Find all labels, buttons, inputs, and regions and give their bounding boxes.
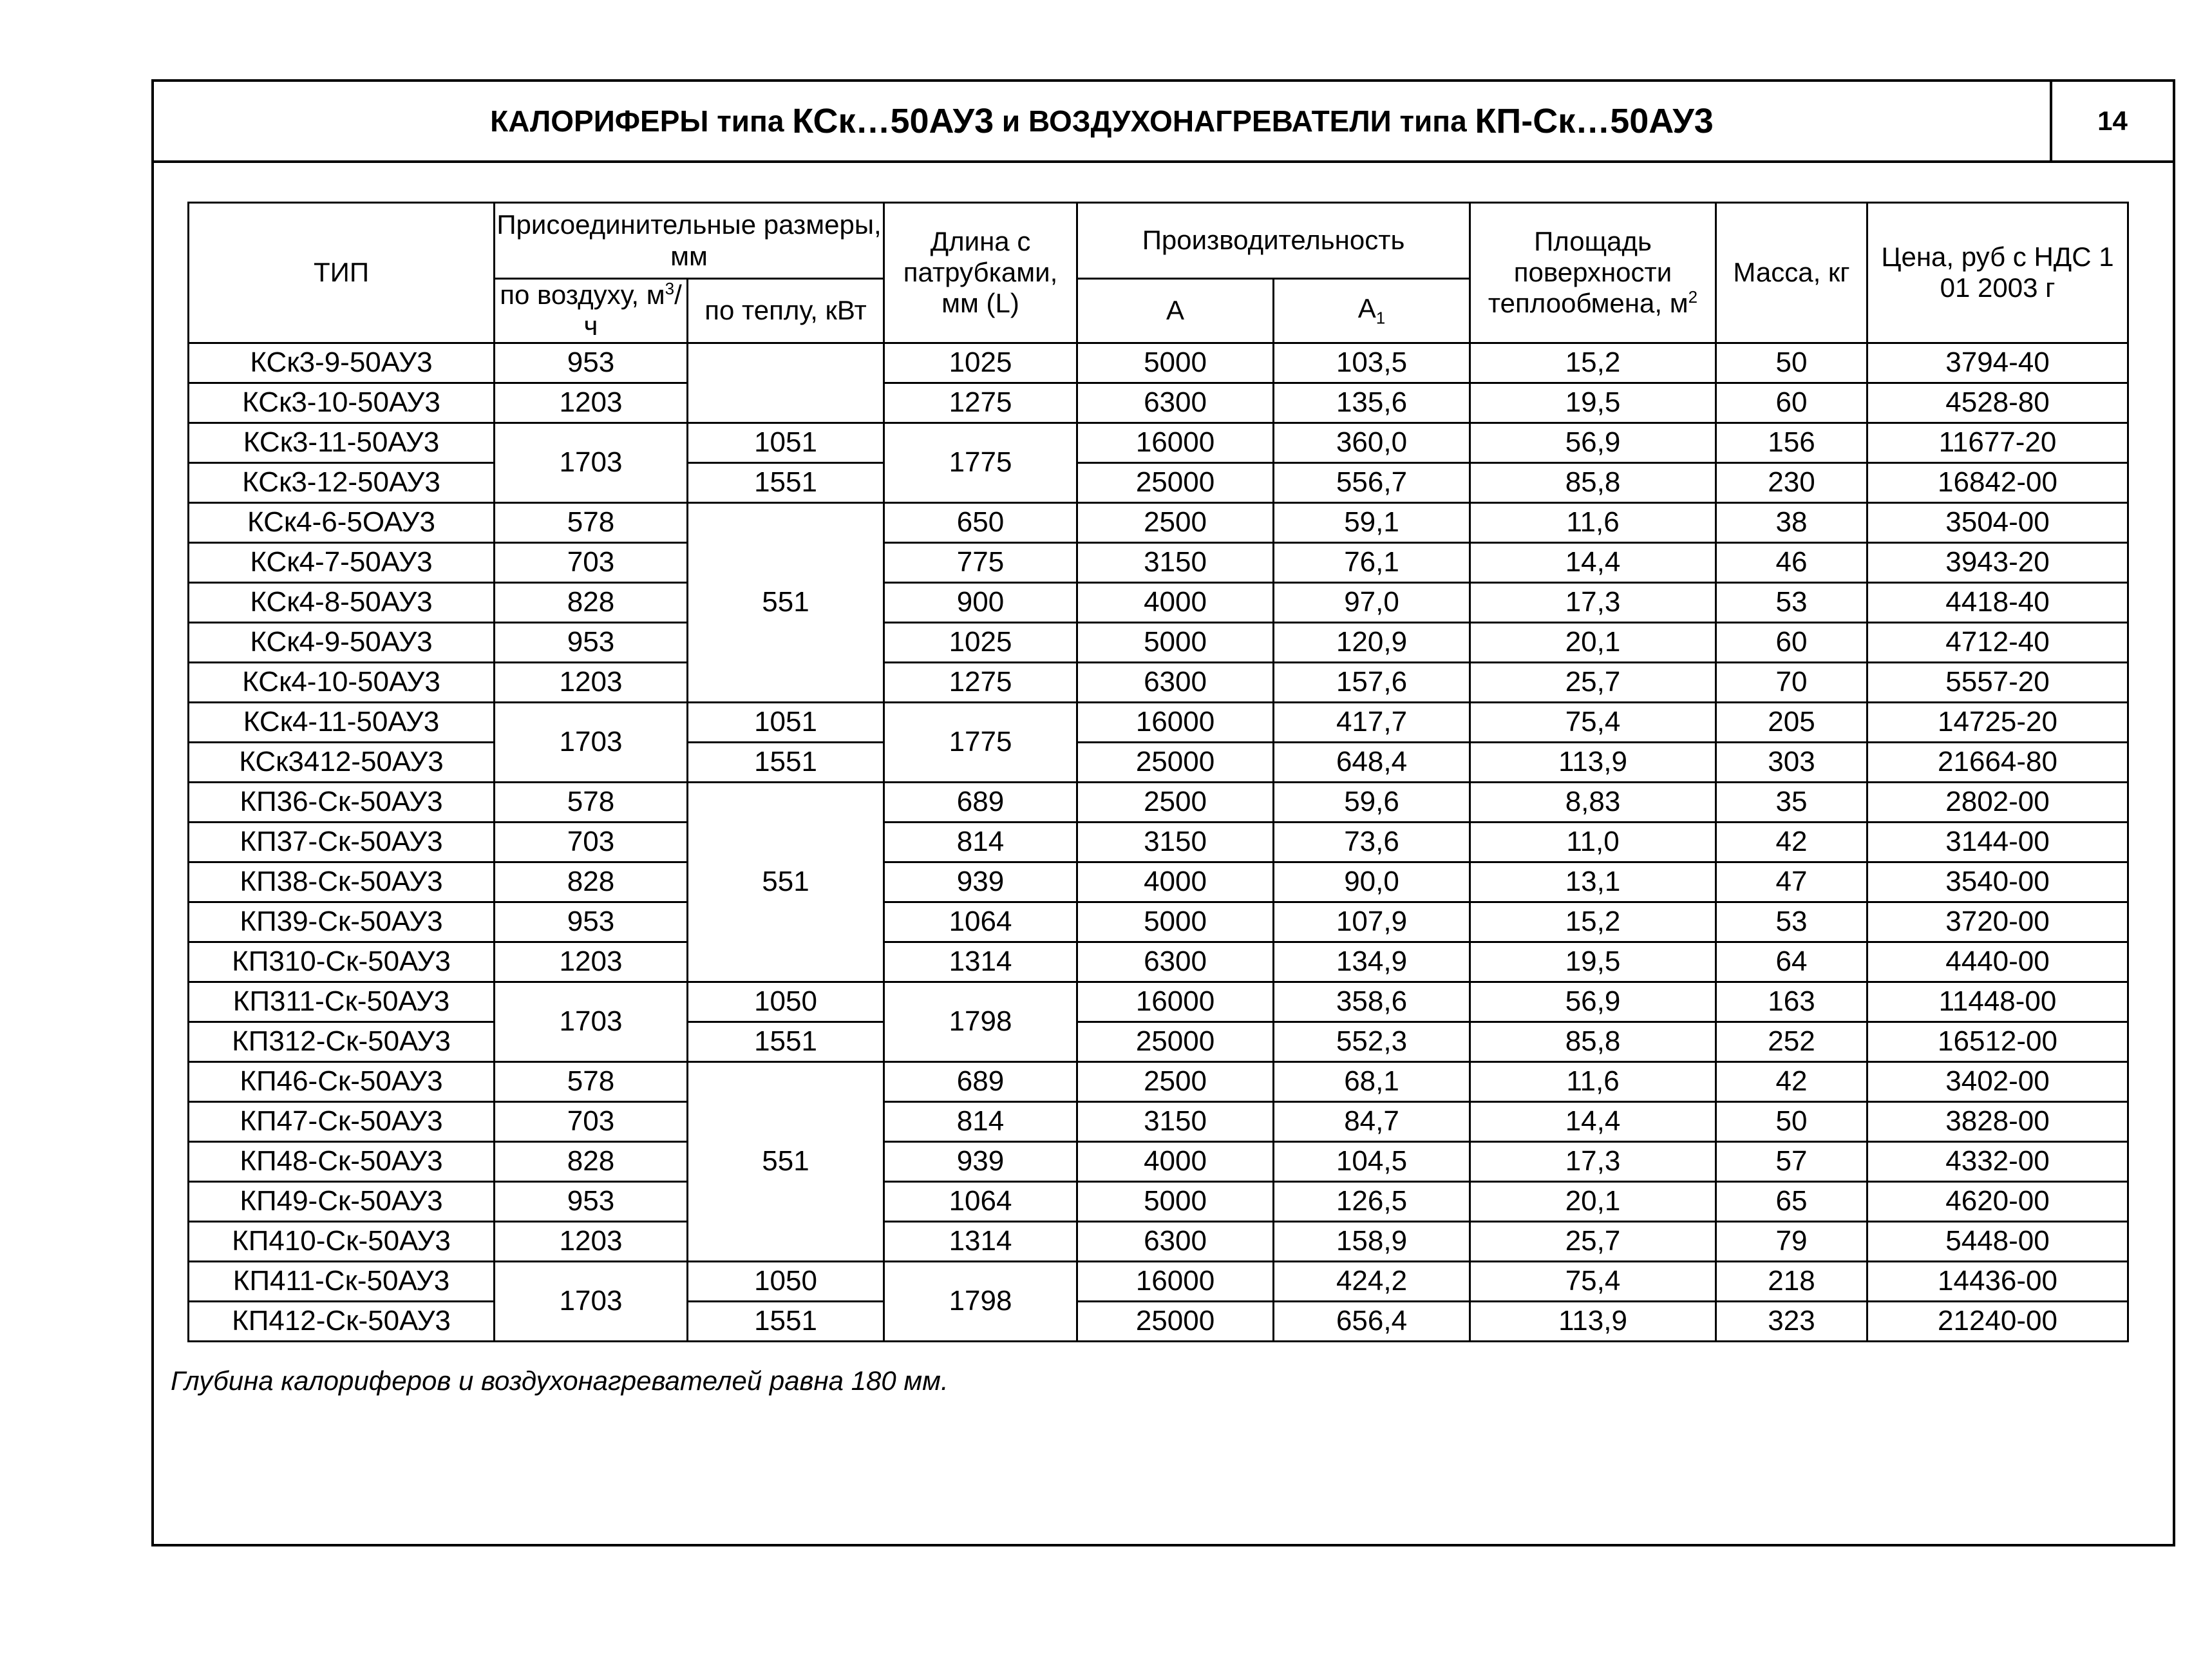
cell-heat: 103,5: [1274, 343, 1470, 383]
cell-type: КСк4-9-50АУ3: [189, 622, 495, 662]
cell-type: КСк3-9-50АУ3: [189, 343, 495, 383]
cell-mass: 57: [1716, 1141, 1867, 1181]
cell-a1: 551: [688, 782, 884, 982]
cell-a: 578: [495, 1061, 688, 1101]
col-a1-header: [1274, 279, 1470, 343]
table-row: [189, 343, 2128, 383]
cell-a: 953: [495, 902, 688, 942]
cell-a: 828: [495, 1141, 688, 1181]
cell-a: 1203: [495, 383, 688, 423]
cell-mass: 50: [1716, 343, 1867, 383]
cell-heat: 107,9: [1274, 902, 1470, 942]
cell-price: 4712-40: [1867, 622, 2128, 662]
cell-area: 85,8: [1470, 1022, 1716, 1061]
cell-type: КСк3-10-50АУ3: [189, 383, 495, 423]
cell-area: 17,3: [1470, 1141, 1716, 1181]
title-part-4: КП-Ск…50АУ3: [1475, 102, 1714, 140]
table-row: [189, 1221, 2128, 1261]
col-type-header: ТИП: [189, 203, 495, 343]
cell-type: КП48-Ск-50АУ3: [189, 1141, 495, 1181]
cell-air: 2500: [1077, 1061, 1274, 1101]
footnote: Глубина калориферов и воздухонагревателей равна 180 мм.: [171, 1365, 949, 1396]
cell-heat: 76,1: [1274, 542, 1470, 582]
cell-a1: 1051: [688, 423, 884, 462]
cell-mass: 230: [1716, 462, 1867, 502]
area-header-sup: 2: [1688, 287, 1698, 307]
cell-heat: 59,6: [1274, 782, 1470, 822]
cell-air: 3150: [1077, 822, 1274, 862]
cell-mass: 53: [1716, 582, 1867, 622]
cell-length: 1314: [884, 1221, 1077, 1261]
title-part-2: КСк…50АУ3: [792, 102, 994, 140]
cell-price: 3402-00: [1867, 1061, 2128, 1101]
cell-heat: 656,4: [1274, 1301, 1470, 1341]
title-part-3: и ВОЗДУХОНАГРЕВАТЕЛИ типа: [994, 104, 1475, 138]
cell-heat: 417,7: [1274, 702, 1470, 742]
cell-price: 16842-00: [1867, 462, 2128, 502]
table-row: [189, 702, 2128, 742]
cell-a: 1203: [495, 1221, 688, 1261]
cell-length: 689: [884, 782, 1077, 822]
cell-air: 16000: [1077, 423, 1274, 462]
cell-area: 19,5: [1470, 942, 1716, 982]
cell-price: 5448-00: [1867, 1221, 2128, 1261]
air-header-sup: 3: [665, 279, 675, 298]
cell-mass: 79: [1716, 1221, 1867, 1261]
cell-area: 11,0: [1470, 822, 1716, 862]
cell-price: 4332-00: [1867, 1141, 2128, 1181]
cell-air: 4000: [1077, 582, 1274, 622]
cell-type: КП36-Ск-50АУ3: [189, 782, 495, 822]
cell-a1: 1050: [688, 982, 884, 1022]
cell-mass: 252: [1716, 1022, 1867, 1061]
table-row: [189, 462, 2128, 502]
cell-air: 3150: [1077, 1101, 1274, 1141]
a1-header-sub: 1: [1375, 308, 1386, 328]
cell-type: КП47-Ск-50АУ3: [189, 1101, 495, 1141]
col-mass-header: Масса, кг: [1716, 203, 1867, 343]
cell-mass: 205: [1716, 702, 1867, 742]
cell-area: 19,5: [1470, 383, 1716, 423]
table-row: [189, 1022, 2128, 1061]
cell-air: 2500: [1077, 502, 1274, 542]
cell-area: 15,2: [1470, 902, 1716, 942]
cell-air: 25000: [1077, 742, 1274, 782]
cell-heat: 84,7: [1274, 1101, 1470, 1141]
cell-area: 11,6: [1470, 1061, 1716, 1101]
cell-price: 16512-00: [1867, 1022, 2128, 1061]
col-air-header: [495, 279, 688, 343]
cell-a1: 1050: [688, 1261, 884, 1301]
cell-a1: 551: [688, 502, 884, 702]
cell-a: 578: [495, 782, 688, 822]
cell-length: 1025: [884, 622, 1077, 662]
cell-type: КП310-Ск-50АУ3: [189, 942, 495, 982]
cell-mass: 53: [1716, 902, 1867, 942]
cell-mass: 42: [1716, 1061, 1867, 1101]
col-heat-header: по теплу, кВт: [688, 279, 884, 343]
cell-mass: 46: [1716, 542, 1867, 582]
cell-price: 11448-00: [1867, 982, 2128, 1022]
table-row: [189, 1061, 2128, 1101]
cell-area: 75,4: [1470, 702, 1716, 742]
table-row: [189, 542, 2128, 582]
cell-type: КП412-Ск-50АУ3: [189, 1301, 495, 1341]
cell-length: 939: [884, 1141, 1077, 1181]
cell-length: 1064: [884, 902, 1077, 942]
cell-length: 1275: [884, 383, 1077, 423]
cell-mass: 47: [1716, 862, 1867, 902]
cell-type: КСк3-11-50АУ3: [189, 423, 495, 462]
cell-price: 4418-40: [1867, 582, 2128, 622]
cell-a: 1203: [495, 662, 688, 702]
cell-heat: 556,7: [1274, 462, 1470, 502]
cell-air: 25000: [1077, 1022, 1274, 1061]
cell-air: 5000: [1077, 902, 1274, 942]
cell-a: 703: [495, 1101, 688, 1141]
cell-area: 11,6: [1470, 502, 1716, 542]
cell-area: 20,1: [1470, 1181, 1716, 1221]
table-row: [189, 862, 2128, 902]
cell-length: 1775: [884, 423, 1077, 502]
cell-type: КСк4-8-50АУ3: [189, 582, 495, 622]
cell-mass: 42: [1716, 822, 1867, 862]
cell-air: 25000: [1077, 1301, 1274, 1341]
table-row: [189, 622, 2128, 662]
page-title: [154, 82, 2052, 160]
cell-price: 3794-40: [1867, 343, 2128, 383]
cell-length: 689: [884, 1061, 1077, 1101]
cell-air: 3150: [1077, 542, 1274, 582]
cell-price: 3720-00: [1867, 902, 2128, 942]
cell-mass: 35: [1716, 782, 1867, 822]
cell-price: 3144-00: [1867, 822, 2128, 862]
cell-mass: 50: [1716, 1101, 1867, 1141]
cell-type: КП311-Ск-50АУ3: [189, 982, 495, 1022]
cell-a: 953: [495, 622, 688, 662]
cell-a: 1203: [495, 942, 688, 982]
air-header-post: /ч: [583, 280, 682, 341]
table-row: [189, 822, 2128, 862]
cell-air: 4000: [1077, 862, 1274, 902]
cell-a1: 1551: [688, 742, 884, 782]
cell-length: 1798: [884, 1261, 1077, 1341]
cell-air: 6300: [1077, 662, 1274, 702]
cell-mass: 70: [1716, 662, 1867, 702]
cell-length: 1775: [884, 702, 1077, 782]
cell-length: 814: [884, 1101, 1077, 1141]
cell-type: КП37-Ск-50АУ3: [189, 822, 495, 862]
col-length-header: Длина с патрубками, мм (L): [884, 203, 1077, 343]
cell-a1: 1551: [688, 462, 884, 502]
cell-price: 11677-20: [1867, 423, 2128, 462]
cell-length: 1025: [884, 343, 1077, 383]
cell-price: 3943-20: [1867, 542, 2128, 582]
page-header: [154, 82, 2173, 163]
table-row: [189, 423, 2128, 462]
cell-type: КП38-Ск-50АУ3: [189, 862, 495, 902]
cell-length: 1314: [884, 942, 1077, 982]
cell-a: 953: [495, 343, 688, 383]
table-row: [189, 1261, 2128, 1301]
cell-type: КП312-Ск-50АУ3: [189, 1022, 495, 1061]
cell-heat: 358,6: [1274, 982, 1470, 1022]
cell-air: 16000: [1077, 702, 1274, 742]
cell-mass: 60: [1716, 622, 1867, 662]
cell-area: 14,4: [1470, 542, 1716, 582]
cell-heat: 424,2: [1274, 1261, 1470, 1301]
cell-price: 3540-00: [1867, 862, 2128, 902]
table-row: [189, 902, 2128, 942]
cell-price: 4620-00: [1867, 1181, 2128, 1221]
cell-a1: 1551: [688, 1022, 884, 1061]
cell-a: 1703: [495, 423, 688, 502]
cell-length: 1275: [884, 662, 1077, 702]
cell-price: 3828-00: [1867, 1101, 2128, 1141]
cell-mass: 60: [1716, 383, 1867, 423]
cell-price: 5557-20: [1867, 662, 2128, 702]
table-row: [189, 1101, 2128, 1141]
cell-area: 17,3: [1470, 582, 1716, 622]
area-header-text: Площадь поверхности теплообмена, м: [1488, 225, 1688, 319]
cell-type: КСк4-11-50АУ3: [189, 702, 495, 742]
col-perf-header: Производительность: [1077, 203, 1470, 279]
cell-a1: 551: [688, 1061, 884, 1261]
cell-price: 2802-00: [1867, 782, 2128, 822]
cell-type: КП46-Ск-50АУ3: [189, 1061, 495, 1101]
cell-mass: 303: [1716, 742, 1867, 782]
table-row: [189, 383, 2128, 423]
cell-length: 1064: [884, 1181, 1077, 1221]
table-row: [189, 1181, 2128, 1221]
cell-length: 900: [884, 582, 1077, 622]
cell-a1: 1551: [688, 1301, 884, 1341]
cell-heat: 120,9: [1274, 622, 1470, 662]
cell-type: КСк4-7-50АУ3: [189, 542, 495, 582]
cell-air: 6300: [1077, 1221, 1274, 1261]
cell-a1: [688, 343, 884, 423]
cell-air: 2500: [1077, 782, 1274, 822]
cell-air: 5000: [1077, 343, 1274, 383]
table-row: [189, 942, 2128, 982]
cell-price: 14436-00: [1867, 1261, 2128, 1301]
cell-heat: 68,1: [1274, 1061, 1470, 1101]
cell-type: КСк4-6-5ОАУ3: [189, 502, 495, 542]
cell-mass: 163: [1716, 982, 1867, 1022]
cell-type: КСк4-10-50АУ3: [189, 662, 495, 702]
cell-mass: 65: [1716, 1181, 1867, 1221]
cell-heat: 158,9: [1274, 1221, 1470, 1261]
cell-heat: 157,6: [1274, 662, 1470, 702]
cell-price: 3504-00: [1867, 502, 2128, 542]
cell-area: 85,8: [1470, 462, 1716, 502]
cell-type: КП49-Ск-50АУ3: [189, 1181, 495, 1221]
cell-price: 4440-00: [1867, 942, 2128, 982]
cell-a: 828: [495, 582, 688, 622]
cell-heat: 97,0: [1274, 582, 1470, 622]
cell-area: 20,1: [1470, 622, 1716, 662]
cell-type: КП39-Ск-50АУ3: [189, 902, 495, 942]
cell-type: КП411-Ск-50АУ3: [189, 1261, 495, 1301]
cell-area: 113,9: [1470, 742, 1716, 782]
cell-price: 21240-00: [1867, 1301, 2128, 1341]
page-number: 14: [2097, 106, 2128, 136]
cell-area: 15,2: [1470, 343, 1716, 383]
specs-table: [187, 202, 2129, 1342]
cell-area: 14,4: [1470, 1101, 1716, 1141]
cell-heat: 135,6: [1274, 383, 1470, 423]
cell-area: 8,83: [1470, 782, 1716, 822]
cell-a: 578: [495, 502, 688, 542]
cell-area: 25,7: [1470, 1221, 1716, 1261]
cell-area: 56,9: [1470, 423, 1716, 462]
cell-area: 25,7: [1470, 662, 1716, 702]
table-row: [189, 502, 2128, 542]
cell-area: 13,1: [1470, 862, 1716, 902]
cell-area: 75,4: [1470, 1261, 1716, 1301]
cell-length: 1798: [884, 982, 1077, 1061]
cell-price: 21664-80: [1867, 742, 2128, 782]
cell-a: 828: [495, 862, 688, 902]
col-price-header: Цена, руб с НДС 1 01 2003 г: [1867, 203, 2128, 343]
cell-heat: 104,5: [1274, 1141, 1470, 1181]
cell-length: 939: [884, 862, 1077, 902]
cell-heat: 360,0: [1274, 423, 1470, 462]
table-body: [189, 343, 2128, 1341]
cell-air: 4000: [1077, 1141, 1274, 1181]
cell-area: 113,9: [1470, 1301, 1716, 1341]
cell-heat: 648,4: [1274, 742, 1470, 782]
cell-length: 814: [884, 822, 1077, 862]
cell-heat: 134,9: [1274, 942, 1470, 982]
cell-a: 1703: [495, 982, 688, 1061]
table-row: [189, 1141, 2128, 1181]
cell-air: 6300: [1077, 942, 1274, 982]
cell-air: 5000: [1077, 1181, 1274, 1221]
cell-a: 703: [495, 542, 688, 582]
cell-mass: 218: [1716, 1261, 1867, 1301]
cell-mass: 323: [1716, 1301, 1867, 1341]
col-area-header: [1470, 203, 1716, 343]
cell-length: 775: [884, 542, 1077, 582]
table-row: [189, 742, 2128, 782]
col-a-header: А: [1077, 279, 1274, 343]
cell-heat: 552,3: [1274, 1022, 1470, 1061]
cell-air: 16000: [1077, 1261, 1274, 1301]
col-conn-header: Присоединительные размеры, мм: [495, 203, 884, 279]
cell-price: 14725-20: [1867, 702, 2128, 742]
cell-a1: 1051: [688, 702, 884, 742]
air-header-pre: по воздуху, м: [500, 280, 665, 310]
cell-price: 4528-80: [1867, 383, 2128, 423]
table-row: [189, 582, 2128, 622]
cell-a: 703: [495, 822, 688, 862]
cell-heat: 59,1: [1274, 502, 1470, 542]
table-row: [189, 782, 2128, 822]
table-row: [189, 982, 2128, 1022]
cell-mass: 64: [1716, 942, 1867, 982]
table-row: [189, 1301, 2128, 1341]
cell-air: 16000: [1077, 982, 1274, 1022]
cell-mass: 38: [1716, 502, 1867, 542]
table-header: [189, 203, 2128, 343]
cell-air: 5000: [1077, 622, 1274, 662]
cell-heat: 90,0: [1274, 862, 1470, 902]
cell-air: 25000: [1077, 462, 1274, 502]
cell-a: 1703: [495, 702, 688, 782]
cell-type: КСк3-12-50АУ3: [189, 462, 495, 502]
a1-header-text: А: [1357, 293, 1376, 324]
cell-length: 650: [884, 502, 1077, 542]
cell-air: 6300: [1077, 383, 1274, 423]
title-part-1: КАЛОРИФЕРЫ типа: [490, 104, 793, 138]
cell-a: 1703: [495, 1261, 688, 1341]
cell-type: КП410-Ск-50АУ3: [189, 1221, 495, 1261]
table-row: [189, 662, 2128, 702]
cell-mass: 156: [1716, 423, 1867, 462]
cell-heat: 73,6: [1274, 822, 1470, 862]
cell-a: 953: [495, 1181, 688, 1221]
cell-heat: 126,5: [1274, 1181, 1470, 1221]
cell-area: 56,9: [1470, 982, 1716, 1022]
cell-type: КСк3412-50АУ3: [189, 742, 495, 782]
